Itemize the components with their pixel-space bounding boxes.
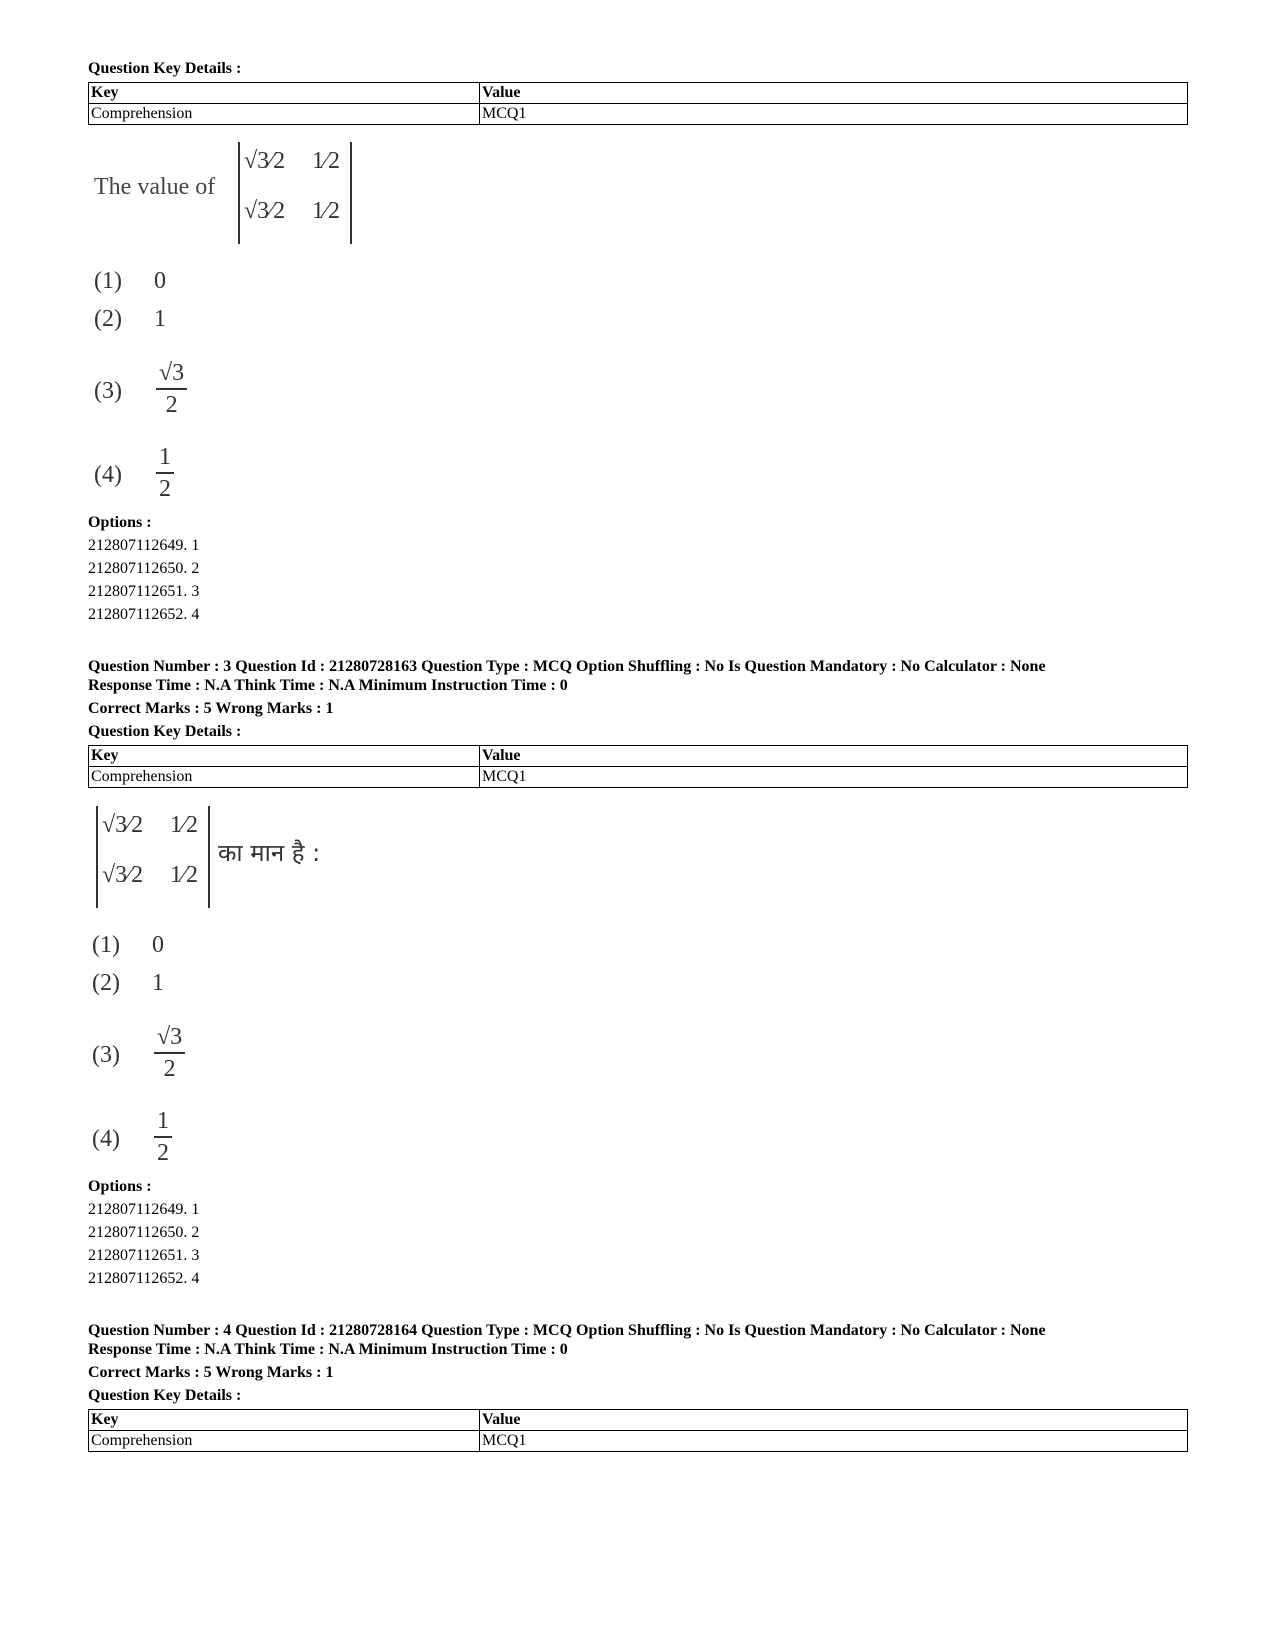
- choice-fraction: [154, 1106, 172, 1168]
- fraction-denominator: 2: [163, 1056, 176, 1082]
- choice-fraction: [156, 358, 187, 420]
- question-key-details-label: Question Key Details :: [88, 1387, 242, 1404]
- det-cell-a: √3⁄2: [102, 812, 144, 838]
- option-item: 212807112650. 2: [88, 560, 200, 577]
- question-3-meta-line-1: Question Number : 3 Question Id : 21280728163 Question Type : MCQ Option Shuffling : No Is Question Mandatory : No Calculator : None: [88, 658, 1046, 675]
- question-4-marks: Correct Marks : 5 Wrong Marks : 1: [88, 1364, 334, 1381]
- choice-label: (1): [94, 268, 122, 294]
- options-label: Options :: [88, 514, 152, 531]
- question-key-details-label: Question Key Details :: [88, 723, 242, 740]
- question-statement-hindi: का मान है :: [218, 839, 321, 867]
- question-3-marks: Correct Marks : 5 Wrong Marks : 1: [88, 700, 334, 717]
- choice-fraction: [154, 1022, 185, 1084]
- fraction-numerator: √3: [156, 358, 187, 390]
- fraction-denominator: 2: [165, 392, 178, 418]
- fraction-numerator: 1: [154, 1106, 172, 1138]
- det-cell-d: 1⁄2: [312, 198, 341, 224]
- option-item: 212807112651. 3: [88, 1247, 200, 1264]
- choice-label: (3): [92, 1042, 120, 1068]
- choice-value: 1: [154, 306, 166, 332]
- table-header-value: Value: [480, 1410, 1188, 1431]
- table-header-value: Value: [480, 83, 1188, 104]
- choice-label: (1): [92, 932, 120, 958]
- option-item: 212807112652. 4: [88, 1270, 200, 1287]
- choice-value: 0: [152, 932, 164, 958]
- determinant-matrix: [238, 142, 352, 244]
- choice-label: (3): [94, 378, 122, 404]
- choice-label: (2): [94, 306, 122, 332]
- table-cell-key: Comprehension: [89, 104, 480, 125]
- option-item: 212807112650. 2: [88, 1224, 200, 1241]
- det-cell-d: 1⁄2: [170, 862, 199, 888]
- option-item: 212807112652. 4: [88, 606, 200, 623]
- table-header-key: Key: [89, 1410, 480, 1431]
- fraction-denominator: 2: [157, 1140, 169, 1166]
- question-4-meta-line-2: Response Time : N.A Think Time : N.A Minimum Instruction Time : 0: [88, 1341, 568, 1358]
- det-cell-b: 1⁄2: [170, 812, 199, 838]
- question-4-meta-line-1: Question Number : 4 Question Id : 21280728164 Question Type : MCQ Option Shuffling : No Is Question Mandatory : No Calculator : None: [88, 1322, 1046, 1339]
- key-details-table: [88, 745, 1188, 788]
- key-details-table: [88, 82, 1188, 125]
- choice-label: (4): [92, 1126, 120, 1152]
- det-cell-c: √3⁄2: [102, 862, 144, 888]
- table-header-value: Value: [480, 746, 1188, 767]
- table-cell-key: Comprehension: [89, 767, 480, 788]
- choice-value: 0: [154, 268, 166, 294]
- question-3-meta-line-2: Response Time : N.A Think Time : N.A Minimum Instruction Time : 0: [88, 677, 568, 694]
- key-details-table: [88, 1409, 1188, 1452]
- table-header-key: Key: [89, 746, 480, 767]
- option-item: 212807112649. 1: [88, 1201, 200, 1218]
- choice-value: 1: [152, 970, 164, 996]
- choice-label: (2): [92, 970, 120, 996]
- question-statement: The value of: [94, 174, 216, 200]
- table-cell-value: MCQ1: [480, 104, 1188, 125]
- choice-label: (4): [94, 462, 122, 488]
- fraction-numerator: √3: [154, 1022, 185, 1054]
- det-cell-b: 1⁄2: [312, 148, 341, 174]
- det-cell-c: √3⁄2: [244, 198, 286, 224]
- choice-fraction: [156, 442, 174, 504]
- determinant-matrix: [96, 806, 210, 908]
- fraction-denominator: 2: [159, 476, 171, 502]
- option-item: 212807112649. 1: [88, 537, 200, 554]
- table-header-key: Key: [89, 83, 480, 104]
- det-cell-a: √3⁄2: [244, 148, 286, 174]
- table-cell-value: MCQ1: [480, 767, 1188, 788]
- fraction-numerator: 1: [156, 442, 174, 474]
- options-label: Options :: [88, 1178, 152, 1195]
- table-cell-key: Comprehension: [89, 1431, 480, 1452]
- option-item: 212807112651. 3: [88, 583, 200, 600]
- table-cell-value: MCQ1: [480, 1431, 1188, 1452]
- question-key-details-label: Question Key Details :: [88, 60, 242, 77]
